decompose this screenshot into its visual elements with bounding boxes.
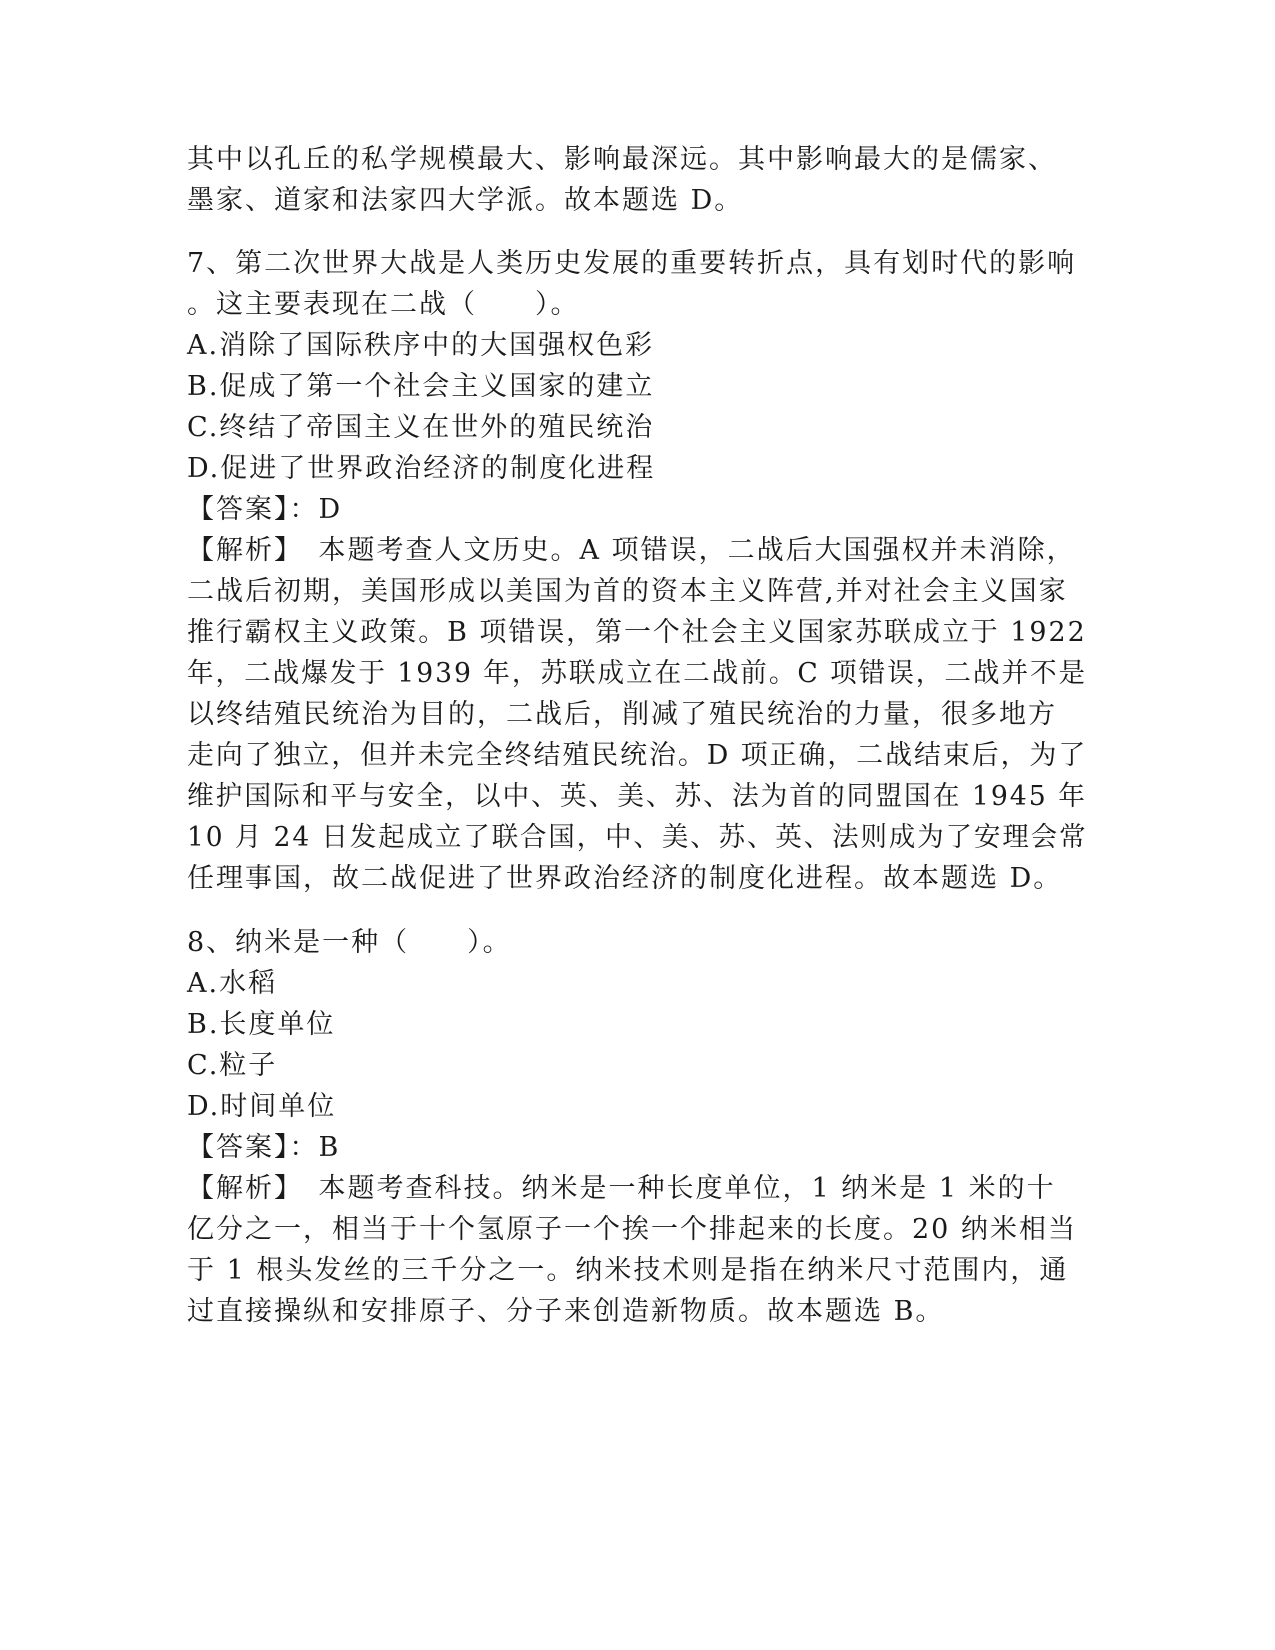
option-c: C.粒子 [187,1050,278,1081]
analysis-line: 走向了独立，但并未完全终结殖民统治。D 项正确，二战结束后，为了 [187,740,1088,771]
analysis-line: 维护国际和平与安全，以中、英、美、苏、法为首的同盟国在 1945 年 [187,781,1087,812]
question-stem-line: 7、第二次世界大战是人类历史发展的重要转折点，具有划时代的影响 [187,248,1077,279]
analysis-line: 任理事国，故二战促进了世界政治经济的制度化进程。故本题选 D。 [187,863,1063,894]
analysis-line: 以终结殖民统治为目的，二战后，削减了殖民统治的力量，很多地方 [187,699,1057,730]
option-d: D.时间单位 [187,1091,337,1122]
analysis-line: 【解析】 本题考查人文历史。A 项错误，二战后大国强权并未消除， [187,535,1076,566]
analysis-line: 10 月 24 日发起成立了联合国，中、美、苏、英、法则成为了安理会常 [187,822,1088,853]
question-stem-line: 。这主要表现在二战（ ）。 [187,289,580,320]
option-c: C.终结了帝国主义在世外的殖民统治 [187,412,655,443]
question-stem-line: 8、纳米是一种（ ）。 [187,927,512,958]
analysis-line: 【解析】 本题考查科技。纳米是一种长度单位，1 纳米是 1 米的十 [187,1173,1056,1204]
analysis-line: 亿分之一，相当于十个氢原子一个挨一个排起来的长度。20 纳米相当 [187,1214,1077,1245]
option-b: B.长度单位 [187,1009,336,1040]
option-b: B.促成了第一个社会主义国家的建立 [187,371,655,402]
text-line: 其中以孔丘的私学规模最大、影响最深远。其中影响最大的是儒家、 [187,144,1057,175]
option-a: A.水稻 [187,968,278,999]
answer-line: 【答案】：D [187,494,343,525]
analysis-line: 年，二战爆发于 1939 年，苏联成立在二战前。C 项错误，二战并不是 [187,658,1088,689]
text-line: 墨家、道家和法家四大学派。故本题选 D。 [187,185,744,216]
option-a: A.消除了国际秩序中的大国强权色彩 [187,330,655,361]
analysis-line: 推行霸权主义政策。B 项错误，第一个社会主义国家苏联成立于 1922 [187,617,1087,648]
option-d: D.促进了世界政治经济的制度化进程 [187,453,656,484]
analysis-line: 于 1 根头发丝的三千分之一。纳米技术则是指在纳米尺寸范围内，通 [187,1255,1069,1286]
analysis-line: 二战后初期，美国形成以美国为首的资本主义阵营,并对社会主义国家 [187,576,1068,607]
analysis-line: 过直接操纵和安排原子、分子来创造新物质。故本题选 B。 [187,1296,945,1327]
answer-line: 【答案】：B [187,1132,341,1163]
